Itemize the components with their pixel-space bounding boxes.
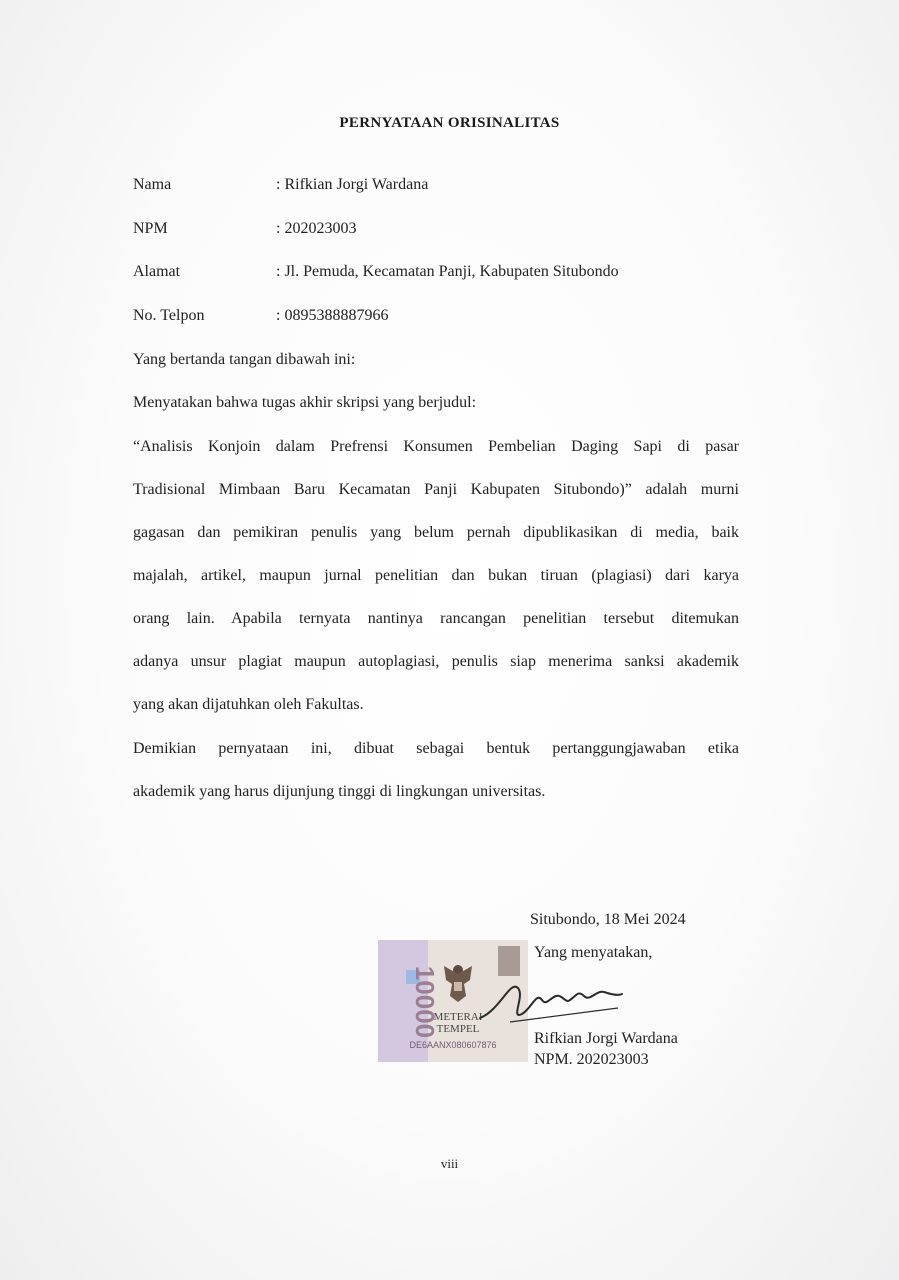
closing-paragraph [133, 727, 739, 813]
field-label: No. Telpon [133, 307, 205, 324]
signer-name: Rifkian Jorgi Wardana [534, 1030, 678, 1047]
paragraph-line: yang akan dijatuhkan oleh Fakultas. [133, 696, 364, 713]
paragraph-line: Tradisional Mimbaan Baru Kecamatan Panji Kabupaten Situbondo)” adalah murni [133, 481, 739, 498]
stamp-value: 10000 [410, 965, 440, 1039]
stamp-line2: TEMPEL [436, 1023, 480, 1035]
field-label: NPM [133, 220, 168, 237]
field-label: Alamat [133, 263, 181, 280]
field-value: : Rifkian Jorgi Wardana [276, 176, 429, 193]
paragraph-line: “Analisis Konjoin dalam Prefrensi Konsumen Pembelian Daging Sapi di pasar [133, 438, 739, 455]
intro-line-1: Yang bertanda tangan dibawah ini: [133, 351, 356, 368]
signer-npm: NPM. 202023003 [534, 1051, 649, 1068]
field-label: Nama [133, 176, 172, 193]
field-value: : Jl. Pemuda, Kecamatan Panji, Kabupaten Situbondo [276, 263, 619, 280]
page-title: PERNYATAAN ORISINALITAS [339, 115, 560, 131]
intro-line-2: Menyatakan bahwa tugas akhir skripsi yang berjudul: [133, 394, 477, 411]
paragraph-line: adanya unsur plagiat maupun autoplagiasi, penulis siap menerima sanksi akademik [133, 653, 739, 670]
page-number: viii [440, 1156, 459, 1171]
statement-label: Yang menyatakan, [534, 944, 653, 961]
stamp-line1: METERAI [433, 1011, 483, 1023]
closing-line: akademik yang harus dijunjung tinggi di lingkungan universitas. [133, 783, 546, 800]
closing-line: Demikian pernyataan ini, dibuat sebagai bentuk pertanggungjawaban etika [133, 740, 739, 757]
place-date: Situbondo, 18 Mei 2024 [530, 911, 686, 928]
paragraph-line: orang lain. Apabila ternyata nantinya rancangan penelitian tersebut ditemukan [133, 610, 739, 627]
signature-icon [470, 970, 640, 1030]
paragraph-line: majalah, artikel, maupun jurnal penelitian dan bukan tiruan (plagiasi) dari karya [133, 567, 739, 584]
statement-paragraph [133, 425, 739, 726]
field-value: : 0895388887966 [276, 307, 389, 324]
field-value: : 202023003 [276, 220, 357, 237]
stamp-serial: DE6AANX080607876 [409, 1040, 497, 1050]
paragraph-line: gagasan dan pemikiran penulis yang belum pernah dipublikasikan di media, baik [133, 524, 739, 541]
